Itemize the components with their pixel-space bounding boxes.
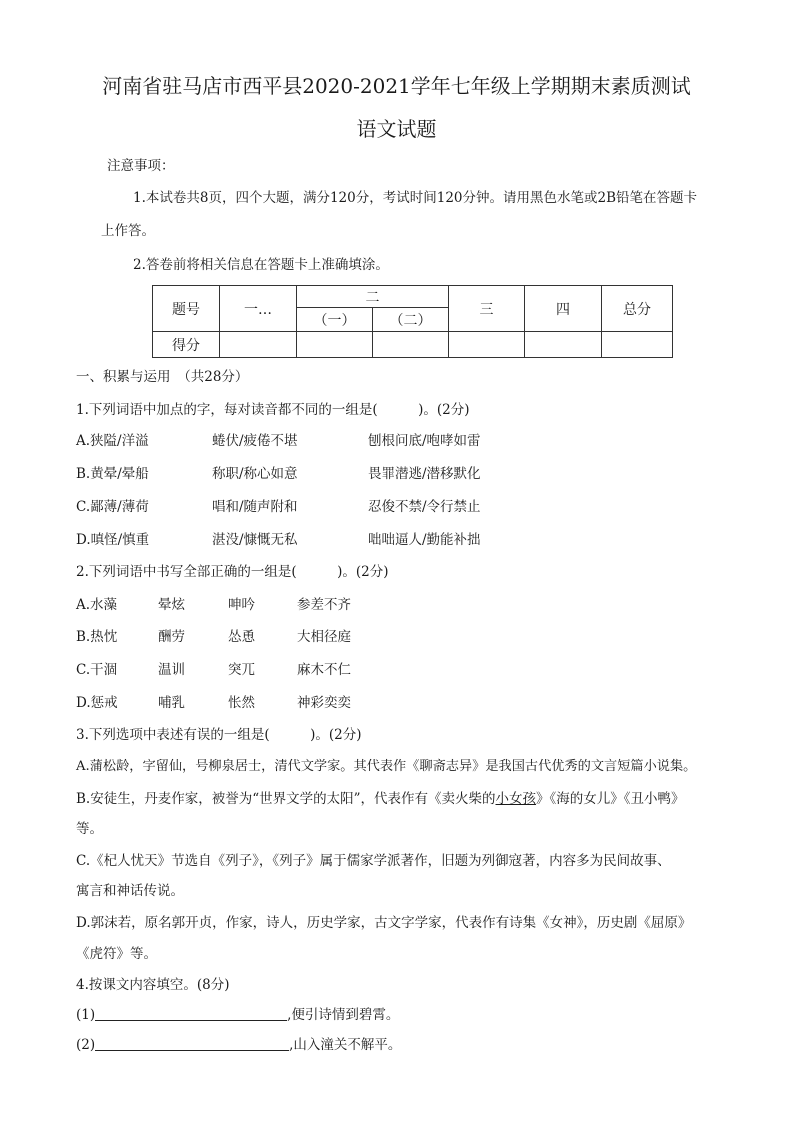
fill-blank-line-2: (2) ,山入潼关不解平。 xyxy=(76,1037,402,1053)
notice-item-2: 2.答卷前将相关信息在答题卡上准确填涂。 xyxy=(133,257,389,273)
question-3-option-b: B.安徒生，丹麦作家，被誉为“世界文学的太阳”，代表作有《卖火柴的小女孩》《海的女儿》《丑小鸭》 xyxy=(76,791,685,807)
question-2-option-a: A.水藻 晕炫 呻吟 参差不齐 xyxy=(76,597,351,613)
score-table-header-cell: 二 xyxy=(297,286,449,308)
question-1-option-d: D.嗔怪/慎重 湛没/慷慨无私 咄咄逼人/勤能补拙 xyxy=(76,532,481,548)
question-2-option-b: B.热忱 酬劳 怂恿 大相径庭 xyxy=(76,629,351,645)
notice-heading: 注意事项： xyxy=(107,158,175,174)
score-cell[interactable] xyxy=(602,332,673,358)
section-1-heading: 一、积累与运用 （共28分） xyxy=(76,369,249,385)
score-table-sub-cell: （一） xyxy=(297,308,373,332)
question-2-option-c: C.干涸 温训 突兀 麻木不仁 xyxy=(76,662,351,678)
question-1-stem: 1.下列词语中加点的字，每对读音都不同的一组是( )。(2分) xyxy=(76,402,470,418)
question-3-stem: 3.下列选项中表述有误的一组是( )。(2分) xyxy=(76,727,362,743)
exam-title: 河南省驻马店市西平县2020-2021学年七年级上学期期末素质测试 xyxy=(102,74,691,98)
score-cell[interactable] xyxy=(220,332,297,358)
score-cell[interactable] xyxy=(525,332,602,358)
question-3-option-d: D.郭沫若，原名郭开贞，作家，诗人，历史学家，古文字学家，代表作有诗集《女神》，历史剧《屈原》 xyxy=(76,915,692,931)
score-table-header-cell: 四 xyxy=(525,286,602,332)
exam-subtitle: 语文试题 xyxy=(356,117,437,141)
score-table-header-cell: 一… xyxy=(220,286,297,332)
question-3-option-c: C.《杞人忧天》节选自《列子》，《列子》属于儒家学派著作，旧题为列御寇著，内容多为民间故事、 xyxy=(76,853,671,869)
question-3-option-d-cont: 《虎符》等。 xyxy=(76,946,157,962)
score-cell[interactable] xyxy=(297,332,373,358)
question-3-option-c-cont: 寓言和神话传说。 xyxy=(76,883,184,899)
question-1-option-c: C.鄙薄/薄荷 唱和/随声附和 忍俊不禁/令行禁止 xyxy=(76,499,481,515)
fill-blank-line-1: (1) ,便引诗情到碧霄。 xyxy=(76,1007,400,1023)
score-table-row-label: 得分 xyxy=(153,332,220,358)
answer-blank[interactable] xyxy=(95,1036,289,1051)
score-table xyxy=(152,285,673,358)
score-cell[interactable] xyxy=(449,332,525,358)
question-4-stem: 4.按课文内容填空。(8分) xyxy=(76,977,230,993)
score-cell[interactable] xyxy=(373,332,449,358)
notice-item-1: 1.本试卷共8页，四个大题，满分120分，考试时间120分钟。请用黑色水笔或2B铅笔在答题卡 xyxy=(133,190,698,206)
question-1-option-a: A.狭隘/洋溢 蜷伏/疲倦不堪 刨根问底/咆哮如雷 xyxy=(76,433,481,449)
notice-item-1-cont: 上作答。 xyxy=(101,223,155,239)
question-1-option-b: B.黄晕/晕船 称职/称心如意 畏罪潜逃/潜移默化 xyxy=(76,466,481,482)
question-3-option-b-cont: 等。 xyxy=(76,821,103,837)
question-2-stem: 2.下列词语中书写全部正确的一组是( )。(2分) xyxy=(76,564,389,580)
score-table-header-cell: 三 xyxy=(449,286,525,332)
score-table-sub-cell: （二） xyxy=(373,308,449,332)
answer-blank[interactable] xyxy=(95,1006,287,1021)
score-table-header-cell: 总分 xyxy=(602,286,673,332)
question-2-option-d: D.惩戒 哺乳 怅然 神彩奕奕 xyxy=(76,695,351,711)
question-3-option-a: A.蒲松龄，字留仙，号柳泉居士，清代文学家。其代表作《聊斋志异》是我国古代优秀的文言短篇小说集。 xyxy=(76,759,697,774)
score-table-header-cell: 题号 xyxy=(153,286,220,332)
